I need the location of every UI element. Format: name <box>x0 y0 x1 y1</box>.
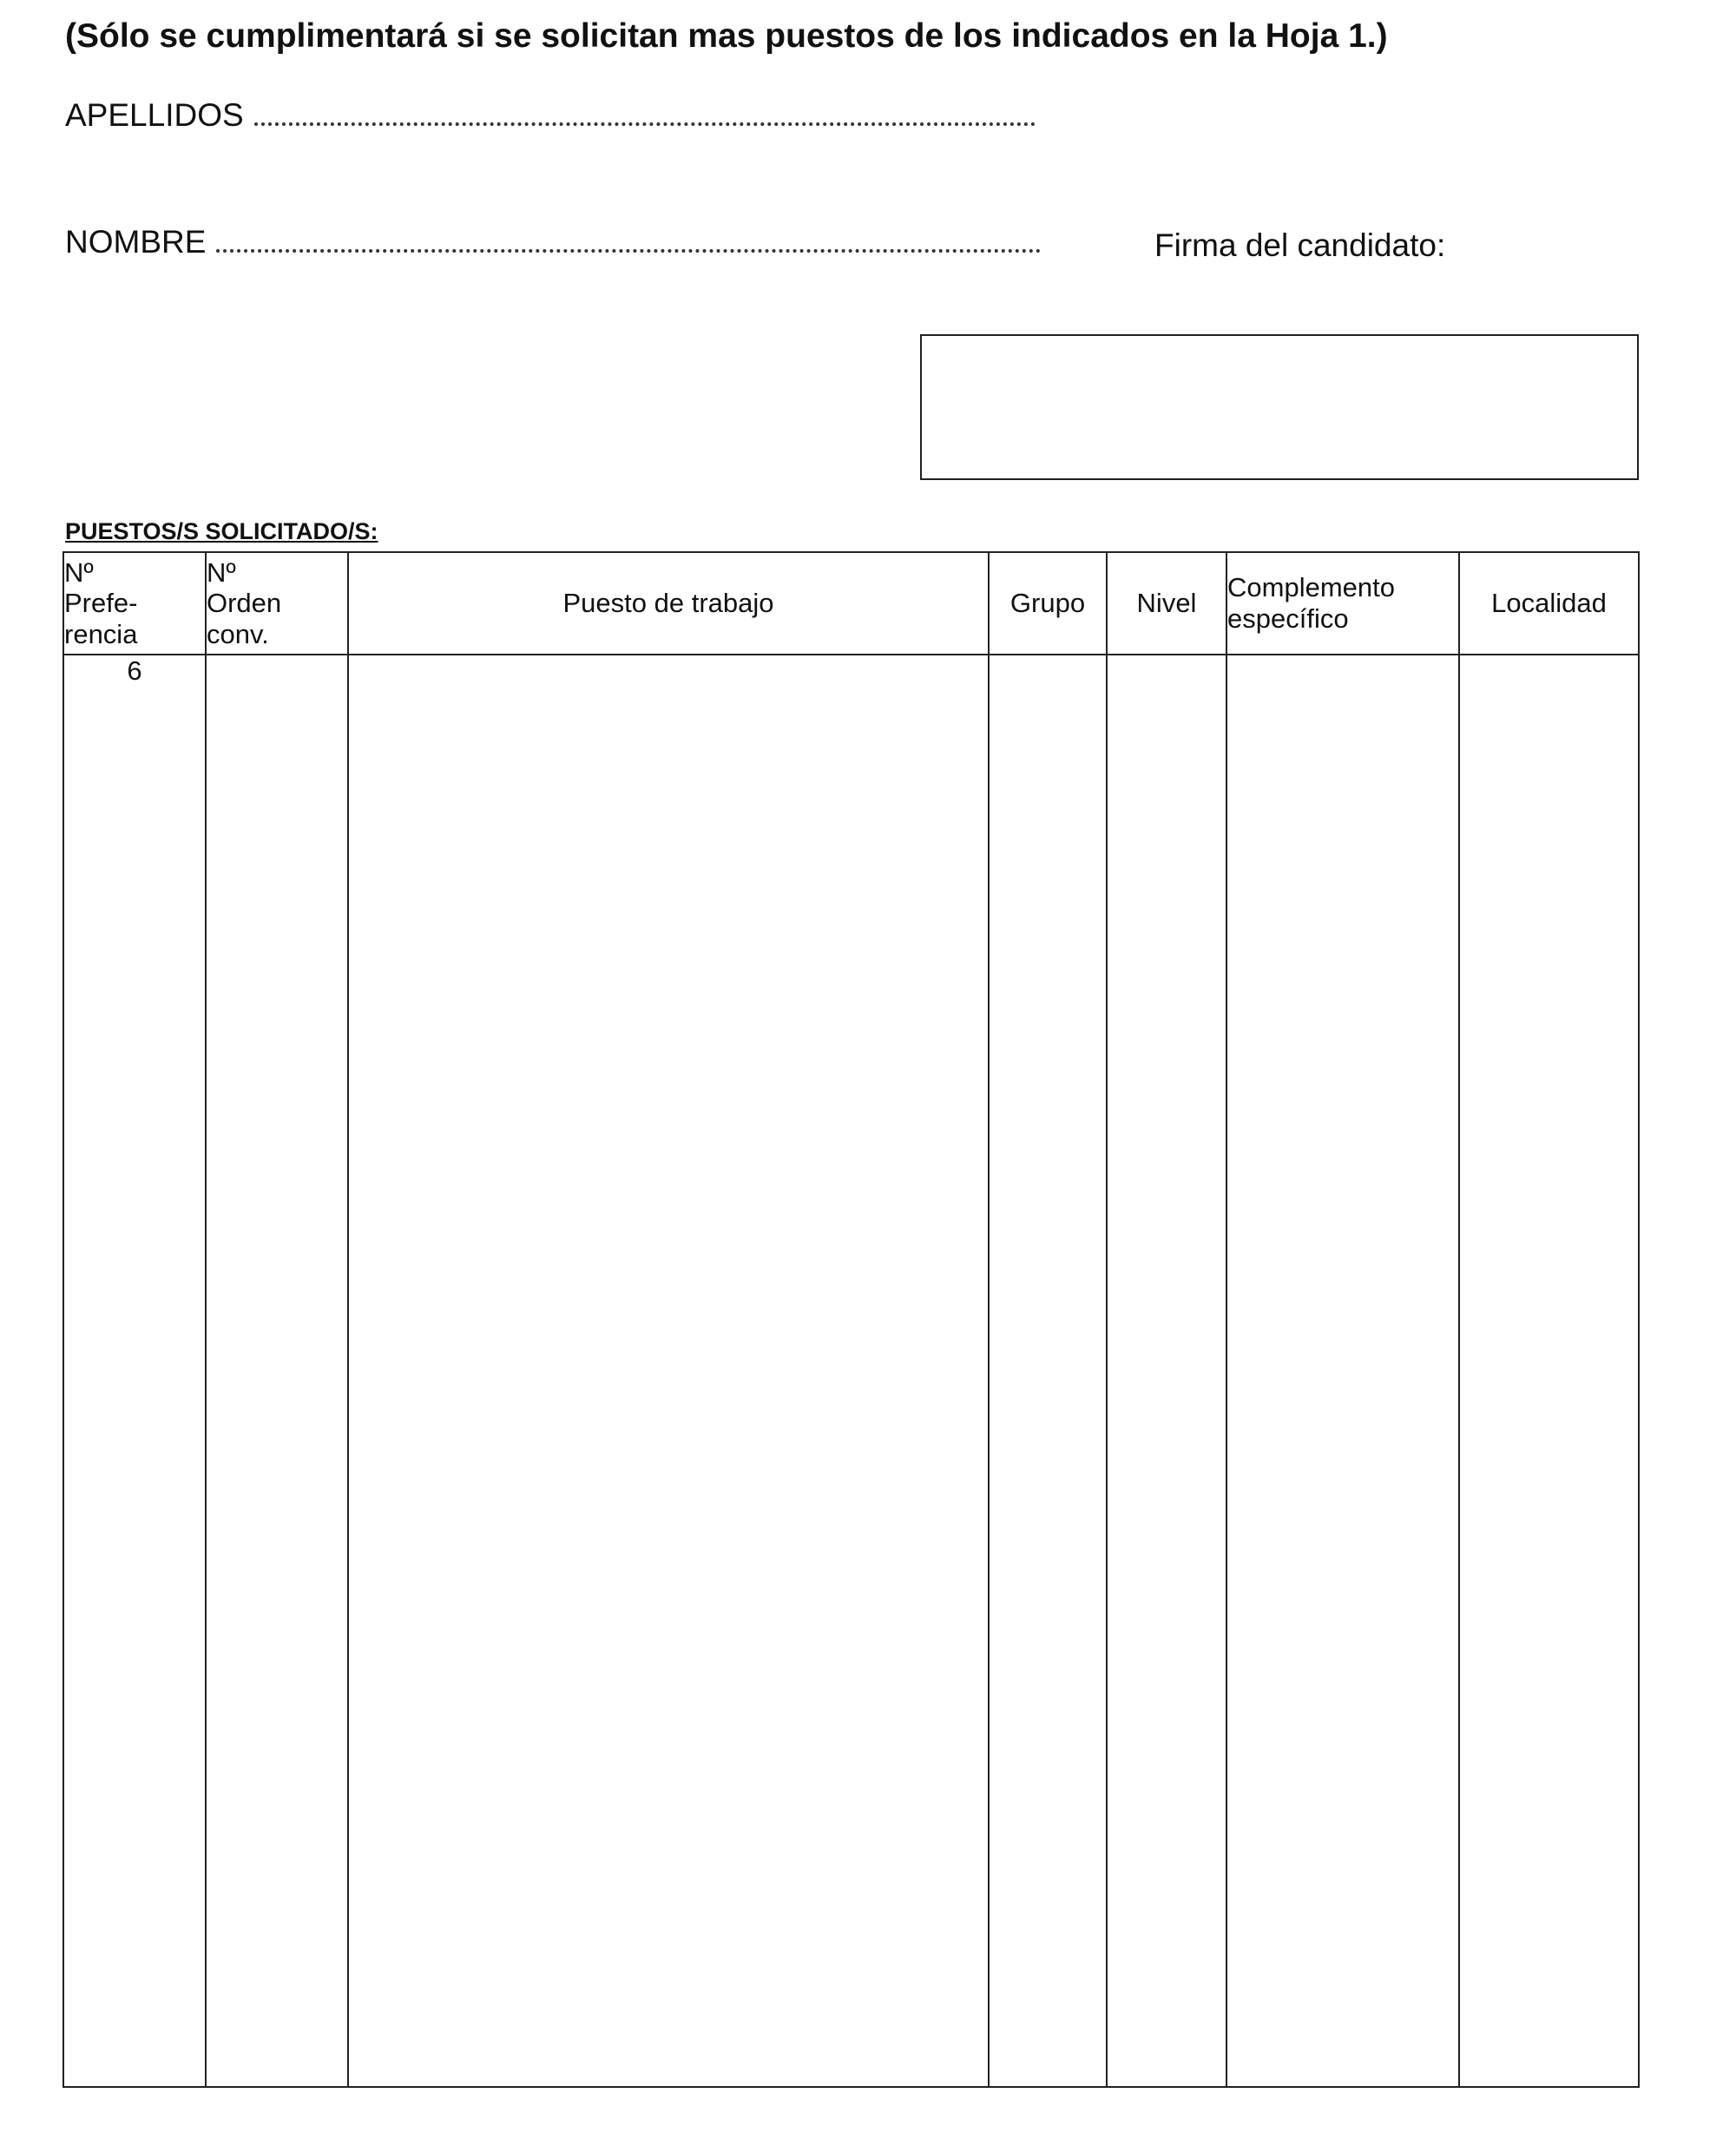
nombre-label: NOMBRE <box>65 224 207 260</box>
table-header-row <box>63 552 1639 655</box>
header-localidad: Localidad <box>1459 552 1639 655</box>
signature-box[interactable] <box>920 334 1639 480</box>
header-preferencia-line2: Prefe- <box>64 588 138 619</box>
header-preferencia-line3: rencia <box>64 618 138 649</box>
section-label: PUESTOS/S SOLICITADO/S: <box>65 518 378 544</box>
cell-complemento[interactable] <box>1226 655 1459 2087</box>
nombre-dotted-line[interactable] <box>216 248 1041 253</box>
apellidos-label: APELLIDOS <box>65 97 244 133</box>
positions-table <box>62 551 1640 2088</box>
firma-label: Firma del candidato: <box>1154 227 1446 263</box>
header-preferencia-line1: Nº <box>64 556 94 588</box>
header-orden-line2: Orden <box>207 588 282 619</box>
cell-grupo[interactable] <box>989 655 1107 2087</box>
table-row <box>63 655 1639 2087</box>
nombre-field[interactable] <box>65 224 1041 260</box>
header-orden-line1: Nº <box>207 556 236 588</box>
form-title: (Sólo se cumplimentará si se solicitan mas puestos de los indicados en la Hoja 1.) <box>65 17 1388 55</box>
header-grupo: Grupo <box>989 552 1107 655</box>
cell-puesto[interactable] <box>348 655 989 2087</box>
header-complemento-line2: específico <box>1227 603 1349 634</box>
header-orden-line3: conv. <box>207 618 269 649</box>
header-preferencia <box>63 552 206 655</box>
cell-nivel[interactable] <box>1107 655 1226 2087</box>
header-orden <box>206 552 348 655</box>
cell-preferencia[interactable]: 6 <box>63 655 206 2087</box>
cell-orden[interactable] <box>206 655 348 2087</box>
apellidos-dotted-line[interactable] <box>254 122 1036 126</box>
header-puesto: Puesto de trabajo <box>348 552 989 655</box>
header-nivel: Nivel <box>1107 552 1226 655</box>
header-complemento <box>1226 552 1459 655</box>
cell-localidad[interactable] <box>1459 655 1639 2087</box>
header-complemento-line1: Complemento <box>1227 572 1395 603</box>
apellidos-field[interactable] <box>65 97 1036 134</box>
